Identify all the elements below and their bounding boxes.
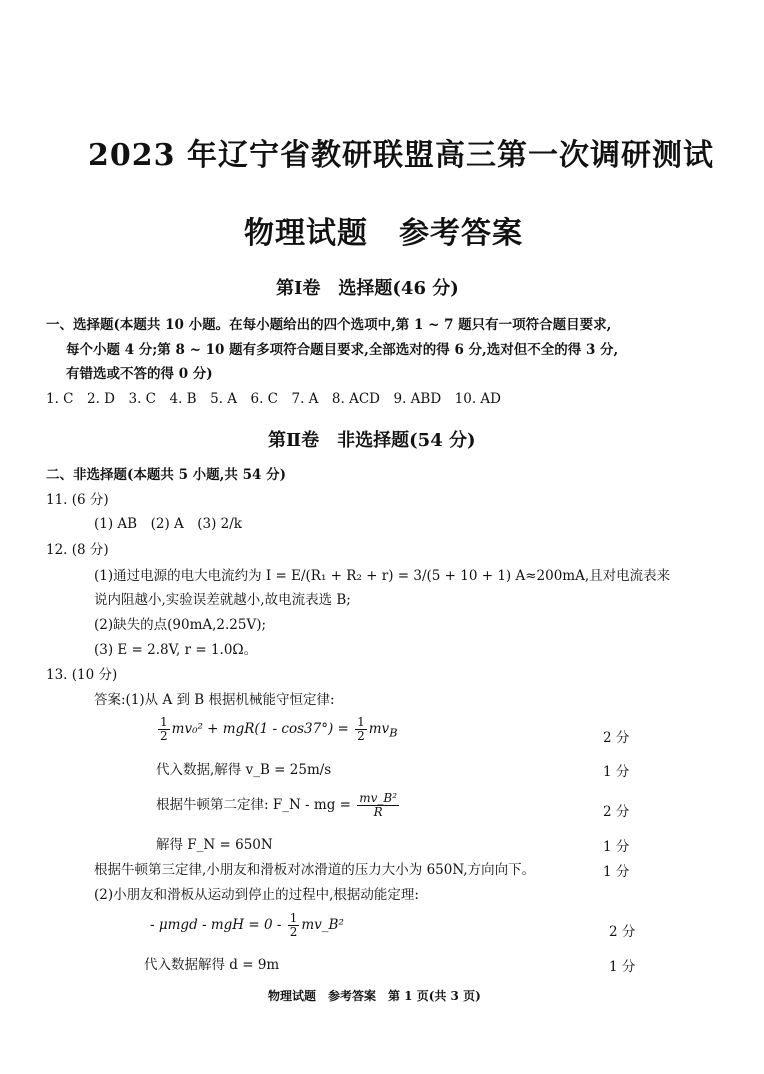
q13-points-6: 2 分 <box>609 924 636 940</box>
q13-equation-vb: 代入数据,解得 v_B = 25m/s <box>156 762 332 778</box>
q13-part2-intro: (2)小朋友和滑板从运动到停止的过程中,根据动能定理: <box>94 887 419 903</box>
q12-line4: (3) E = 2.8V, r = 1.0Ω。 <box>94 642 258 658</box>
page-subtitle: 物理试题 参考答案 <box>244 216 523 251</box>
q13-points-4: 1 分 <box>603 839 630 855</box>
q13-points-5: 1 分 <box>603 864 630 880</box>
fraction-half: $\frac{1}{2}$ <box>160 715 168 743</box>
q12-label: 12. (8 分) <box>46 542 109 558</box>
q13-points-7: 1 分 <box>609 959 636 975</box>
fraction-half: $\frac{1}{2}$ <box>289 911 298 939</box>
fraction-half: $\frac{1}{2}$ <box>357 715 365 743</box>
part1-instructions-line1: 一、选择题(本题共 10 小题。在每小题给出的四个选项中,第 1 ~ 7 题只有一项符合题目要求, <box>46 317 612 333</box>
q12-line2: 说内阻越小,实验误差就越小,故电流表选 B; <box>94 592 351 608</box>
part2-instructions: 二、非选择题(本题共 5 小题,共 54 分) <box>46 467 286 483</box>
part1-instructions-line2: 每个小题 4 分;第 8 ~ 10 题有多项符合题目要求,全部选对的得 6 分,选对但不全的得 3 分, <box>66 342 619 358</box>
q12-line1: (1)通过电源的电大电流约为 I = E/(R₁ + R₂ + r) = 3/(5 + 10 + 1) A≈200mA,且对电流表来 <box>94 568 671 584</box>
q13-equation-d: 代入数据解得 d = 9m <box>144 957 280 973</box>
q13-newton3: 根据牛顿第三定律,小朋友和滑板对冰滑道的压力大小为 650N,方向向下。 <box>94 862 536 878</box>
q11-label: 11. (6 分) <box>46 492 109 508</box>
q11-answer: (1) AB (2) A (3) 2/k <box>94 516 242 532</box>
part2-heading: 第Ⅱ卷 非选择题(54 分) <box>268 430 476 451</box>
part1-heading: 第Ⅰ卷 选择题(46 分) <box>276 278 459 299</box>
page-title: 2023 年辽宁省教研联盟高三第一次调研测试 <box>88 138 714 173</box>
q13-points-2: 1 分 <box>603 764 630 780</box>
q13-equation-work-energy: - μmgd - mgH = 0 - $\frac{1}{2}$ mv_B² <box>150 911 344 939</box>
q13-points-1: 2 分 <box>603 730 630 746</box>
page-footer: 物理试题 参考答案 第 1 页(共 3 页) <box>268 989 481 1003</box>
mc-answers: 1. C 2. D 3. C 4. B 5. A 6. C 7. A 8. ACD 9. ABD 10. AD <box>46 391 502 407</box>
q13-label: 13. (10 分) <box>46 667 118 683</box>
q13-equation-newton2: 根据牛顿第二定律: F_N - mg = $\frac{\text{mv\_B²}}{R}$ <box>156 791 398 819</box>
q13-equation-energy: $\frac{1}{2}$ mv₀² + mgR(1 - cos37°) = $\frac{1}{2}$ $mv_B$ <box>160 715 398 743</box>
part1-instructions-line3: 有错选或不答的得 0 分) <box>66 366 213 382</box>
q13-equation-fn: 解得 F_N = 650N <box>156 837 273 853</box>
fraction-mvb2-over-r: $\frac{\text{mv\_B²}}{R}$ <box>359 791 398 819</box>
q13-points-3: 2 分 <box>603 804 630 820</box>
q12-line3: (2)缺失的点(90mA,2.25V); <box>94 617 267 633</box>
q13-intro: 答案:(1)从 A 到 B 根据机械能守恒定律: <box>94 692 335 708</box>
